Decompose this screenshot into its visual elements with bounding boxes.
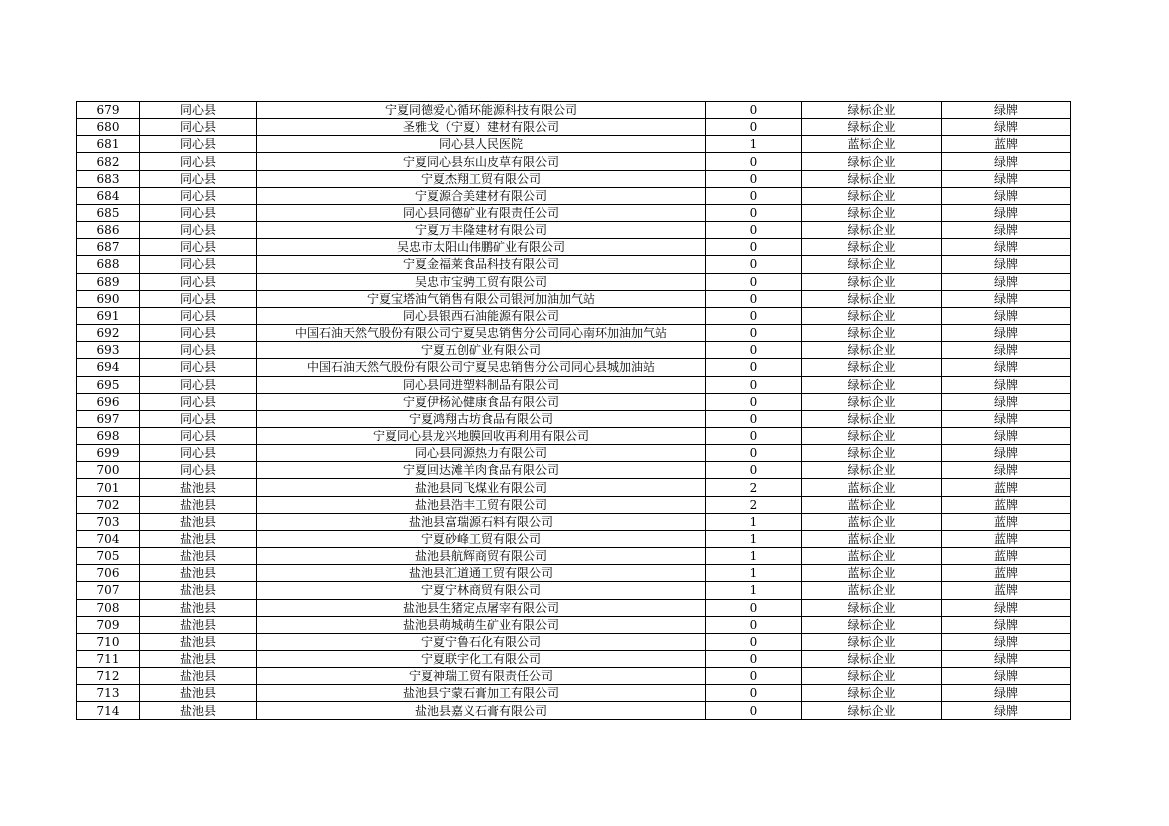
company-name-cell: 盐池县宁蒙石膏加工有限公司 [257,685,706,702]
row-number-cell: 702 [77,496,140,513]
county-cell: 同心县 [140,410,257,427]
plate-color-cell: 蓝牌 [942,548,1071,565]
county-cell: 同心县 [140,290,257,307]
plate-color-cell: 蓝牌 [942,136,1071,153]
count-cell: 0 [706,342,802,359]
plate-color-cell: 绿牌 [942,651,1071,668]
row-number-cell: 689 [77,273,140,290]
row-number-cell: 688 [77,256,140,273]
row-number-cell: 711 [77,651,140,668]
company-name-cell: 宁夏回达滩羊肉食品有限公司 [257,462,706,479]
count-cell: 1 [706,565,802,582]
rating-category-cell: 绿标企业 [802,410,942,427]
plate-color-cell: 绿牌 [942,685,1071,702]
rating-category-cell: 蓝标企业 [802,530,942,547]
company-name-cell: 宁夏同心县龙兴地膜回收再利用有限公司 [257,427,706,444]
plate-color-cell: 绿牌 [942,325,1071,342]
plate-color-cell: 绿牌 [942,702,1071,719]
count-cell: 0 [706,119,802,136]
county-cell: 同心县 [140,462,257,479]
table-row [77,479,1071,496]
rating-category-cell: 绿标企业 [802,342,942,359]
count-cell: 0 [706,307,802,324]
row-number-cell: 683 [77,170,140,187]
county-cell: 盐池县 [140,616,257,633]
table-row [77,342,1071,359]
table-row [77,633,1071,650]
company-name-cell: 宁夏鸿翔古坊食品有限公司 [257,410,706,427]
row-number-cell: 679 [77,102,140,119]
rating-category-cell: 绿标企业 [802,102,942,119]
table-row [77,307,1071,324]
row-number-cell: 701 [77,479,140,496]
county-cell: 同心县 [140,170,257,187]
county-cell: 盐池县 [140,513,257,530]
row-number-cell: 714 [77,702,140,719]
count-cell: 0 [706,102,802,119]
rating-category-cell: 绿标企业 [802,445,942,462]
table-row [77,513,1071,530]
table-row [77,119,1071,136]
row-number-cell: 690 [77,290,140,307]
count-cell: 0 [706,393,802,410]
table-row [77,187,1071,204]
table-row [77,273,1071,290]
rating-category-cell: 绿标企业 [802,616,942,633]
table-row [77,170,1071,187]
county-cell: 同心县 [140,222,257,239]
county-cell: 盐池县 [140,633,257,650]
rating-category-cell: 绿标企业 [802,170,942,187]
count-cell: 0 [706,273,802,290]
rating-category-cell: 绿标企业 [802,393,942,410]
table-row [77,616,1071,633]
plate-color-cell: 蓝牌 [942,513,1071,530]
row-number-cell: 687 [77,239,140,256]
count-cell: 0 [706,445,802,462]
row-number-cell: 709 [77,616,140,633]
rating-category-cell: 蓝标企业 [802,496,942,513]
county-cell: 同心县 [140,307,257,324]
rating-category-cell: 绿标企业 [802,273,942,290]
table-row [77,239,1071,256]
plate-color-cell: 蓝牌 [942,496,1071,513]
county-cell: 同心县 [140,273,257,290]
company-name-cell: 同心县同进塑料制品有限公司 [257,376,706,393]
table-row [77,136,1071,153]
rating-category-cell: 蓝标企业 [802,548,942,565]
county-cell: 同心县 [140,359,257,376]
row-number-cell: 692 [77,325,140,342]
count-cell: 0 [706,170,802,187]
county-cell: 盐池县 [140,582,257,599]
count-cell: 0 [706,462,802,479]
plate-color-cell: 绿牌 [942,239,1071,256]
table-row [77,359,1071,376]
county-cell: 同心县 [140,325,257,342]
count-cell: 0 [706,599,802,616]
company-name-cell: 盐池县汇道通工贸有限公司 [257,565,706,582]
company-name-cell: 宁夏砂峰工贸有限公司 [257,530,706,547]
table-row [77,530,1071,547]
enterprise-rating-table [76,101,1071,720]
count-cell: 0 [706,187,802,204]
table-row [77,445,1071,462]
table-row [77,462,1071,479]
county-cell: 盐池县 [140,565,257,582]
table-row [77,325,1071,342]
table-row [77,582,1071,599]
table-row [77,410,1071,427]
county-cell: 盐池县 [140,599,257,616]
county-cell: 同心县 [140,119,257,136]
plate-color-cell: 绿牌 [942,307,1071,324]
plate-color-cell: 绿牌 [942,153,1071,170]
company-name-cell: 宁夏杰翔工贸有限公司 [257,170,706,187]
county-cell: 盐池县 [140,668,257,685]
plate-color-cell: 绿牌 [942,462,1071,479]
company-name-cell: 盐池县嘉义石膏有限公司 [257,702,706,719]
count-cell: 1 [706,582,802,599]
rating-category-cell: 绿标企业 [802,153,942,170]
county-cell: 同心县 [140,445,257,462]
company-name-cell: 吴忠市宝骋工贸有限公司 [257,273,706,290]
rating-category-cell: 蓝标企业 [802,479,942,496]
company-name-cell: 宁夏金福莱食品科技有限公司 [257,256,706,273]
company-name-cell: 同心县同源热力有限公司 [257,445,706,462]
count-cell: 0 [706,325,802,342]
count-cell: 1 [706,530,802,547]
county-cell: 盐池县 [140,496,257,513]
count-cell: 0 [706,204,802,221]
row-number-cell: 682 [77,153,140,170]
plate-color-cell: 绿牌 [942,102,1071,119]
count-cell: 0 [706,376,802,393]
county-cell: 同心县 [140,376,257,393]
plate-color-cell: 绿牌 [942,342,1071,359]
count-cell: 0 [706,239,802,256]
rating-category-cell: 蓝标企业 [802,565,942,582]
plate-color-cell: 绿牌 [942,668,1071,685]
company-name-cell: 同心县银西石油能源有限公司 [257,307,706,324]
row-number-cell: 685 [77,204,140,221]
table-row [77,376,1071,393]
count-cell: 1 [706,513,802,530]
county-cell: 盐池县 [140,651,257,668]
plate-color-cell: 绿牌 [942,633,1071,650]
table-row [77,393,1071,410]
county-cell: 同心县 [140,427,257,444]
table-row [77,599,1071,616]
rating-category-cell: 绿标企业 [802,633,942,650]
county-cell: 同心县 [140,153,257,170]
row-number-cell: 686 [77,222,140,239]
rating-category-cell: 绿标企业 [802,290,942,307]
rating-category-cell: 绿标企业 [802,119,942,136]
county-cell: 同心县 [140,239,257,256]
company-name-cell: 宁夏宝塔油气销售有限公司银河加油加气站 [257,290,706,307]
row-number-cell: 699 [77,445,140,462]
rating-category-cell: 绿标企业 [802,599,942,616]
count-cell: 0 [706,256,802,273]
row-number-cell: 680 [77,119,140,136]
table-body [77,102,1071,720]
company-name-cell: 宁夏宁林商贸有限公司 [257,582,706,599]
row-number-cell: 700 [77,462,140,479]
count-cell: 0 [706,222,802,239]
rating-category-cell: 绿标企业 [802,307,942,324]
table-row [77,548,1071,565]
company-name-cell: 盐池县航辉商贸有限公司 [257,548,706,565]
count-cell: 1 [706,548,802,565]
company-name-cell: 宁夏宁鲁石化有限公司 [257,633,706,650]
plate-color-cell: 绿牌 [942,290,1071,307]
plate-color-cell: 绿牌 [942,359,1071,376]
row-number-cell: 713 [77,685,140,702]
row-number-cell: 710 [77,633,140,650]
table-row [77,102,1071,119]
count-cell: 0 [706,427,802,444]
company-name-cell: 宁夏神瑞工贸有限责任公司 [257,668,706,685]
plate-color-cell: 绿牌 [942,170,1071,187]
row-number-cell: 712 [77,668,140,685]
row-number-cell: 696 [77,393,140,410]
row-number-cell: 694 [77,359,140,376]
table-row [77,222,1071,239]
rating-category-cell: 绿标企业 [802,668,942,685]
plate-color-cell: 绿牌 [942,376,1071,393]
count-cell: 0 [706,290,802,307]
plate-color-cell: 绿牌 [942,119,1071,136]
table-row [77,256,1071,273]
company-name-cell: 盐池县萌城萌生矿业有限公司 [257,616,706,633]
table-row [77,668,1071,685]
count-cell: 0 [706,668,802,685]
company-name-cell: 盐池县浩丰工贸有限公司 [257,496,706,513]
count-cell: 2 [706,479,802,496]
company-name-cell: 盐池县富瑞源石料有限公司 [257,513,706,530]
table-row [77,685,1071,702]
count-cell: 1 [706,136,802,153]
rating-category-cell: 绿标企业 [802,359,942,376]
company-name-cell: 盐池县生猪定点屠宰有限公司 [257,599,706,616]
rating-category-cell: 绿标企业 [802,239,942,256]
row-number-cell: 697 [77,410,140,427]
table-row [77,290,1071,307]
row-number-cell: 705 [77,548,140,565]
company-name-cell: 宁夏同心县东山皮草有限公司 [257,153,706,170]
plate-color-cell: 绿牌 [942,393,1071,410]
rating-category-cell: 绿标企业 [802,187,942,204]
row-number-cell: 707 [77,582,140,599]
rating-category-cell: 绿标企业 [802,427,942,444]
row-number-cell: 706 [77,565,140,582]
county-cell: 盐池县 [140,685,257,702]
row-number-cell: 704 [77,530,140,547]
county-cell: 盐池县 [140,530,257,547]
county-cell: 盐池县 [140,548,257,565]
table-row [77,427,1071,444]
count-cell: 2 [706,496,802,513]
count-cell: 0 [706,359,802,376]
county-cell: 同心县 [140,187,257,204]
row-number-cell: 698 [77,427,140,444]
rating-category-cell: 蓝标企业 [802,582,942,599]
county-cell: 同心县 [140,204,257,221]
county-cell: 盐池县 [140,479,257,496]
plate-color-cell: 绿牌 [942,410,1071,427]
table-row [77,702,1071,719]
plate-color-cell: 绿牌 [942,256,1071,273]
company-name-cell: 圣雅戈（宁夏）建材有限公司 [257,119,706,136]
plate-color-cell: 蓝牌 [942,565,1071,582]
plate-color-cell: 绿牌 [942,187,1071,204]
rating-category-cell: 蓝标企业 [802,136,942,153]
plate-color-cell: 绿牌 [942,273,1071,290]
table-row [77,204,1071,221]
row-number-cell: 708 [77,599,140,616]
plate-color-cell: 绿牌 [942,599,1071,616]
county-cell: 同心县 [140,256,257,273]
rating-category-cell: 蓝标企业 [802,513,942,530]
rating-category-cell: 绿标企业 [802,204,942,221]
company-name-cell: 宁夏伊杨沁健康食品有限公司 [257,393,706,410]
plate-color-cell: 蓝牌 [942,530,1071,547]
table-row [77,651,1071,668]
row-number-cell: 703 [77,513,140,530]
company-name-cell: 吴忠市太阳山伟鹏矿业有限公司 [257,239,706,256]
county-cell: 同心县 [140,102,257,119]
row-number-cell: 681 [77,136,140,153]
company-name-cell: 中国石油天然气股份有限公司宁夏吴忠销售分公司同心县城加油站 [257,359,706,376]
row-number-cell: 693 [77,342,140,359]
plate-color-cell: 蓝牌 [942,479,1071,496]
rating-category-cell: 绿标企业 [802,702,942,719]
count-cell: 0 [706,410,802,427]
company-name-cell: 宁夏五创矿业有限公司 [257,342,706,359]
count-cell: 0 [706,153,802,170]
plate-color-cell: 绿牌 [942,445,1071,462]
county-cell: 同心县 [140,342,257,359]
rating-category-cell: 绿标企业 [802,325,942,342]
rating-category-cell: 绿标企业 [802,651,942,668]
rating-category-cell: 绿标企业 [802,376,942,393]
company-name-cell: 同心县人民医院 [257,136,706,153]
company-name-cell: 盐池县同飞煤业有限公司 [257,479,706,496]
row-number-cell: 684 [77,187,140,204]
count-cell: 0 [706,651,802,668]
row-number-cell: 691 [77,307,140,324]
table-row [77,496,1071,513]
company-name-cell: 宁夏源合美建材有限公司 [257,187,706,204]
row-number-cell: 695 [77,376,140,393]
count-cell: 0 [706,616,802,633]
count-cell: 0 [706,633,802,650]
company-name-cell: 中国石油天然气股份有限公司宁夏吴忠销售分公司同心南环加油加气站 [257,325,706,342]
company-name-cell: 同心县同德矿业有限责任公司 [257,204,706,221]
count-cell: 0 [706,685,802,702]
plate-color-cell: 绿牌 [942,616,1071,633]
company-name-cell: 宁夏同德爱心循环能源科技有限公司 [257,102,706,119]
rating-category-cell: 绿标企业 [802,222,942,239]
rating-category-cell: 绿标企业 [802,462,942,479]
plate-color-cell: 绿牌 [942,427,1071,444]
company-name-cell: 宁夏联宇化工有限公司 [257,651,706,668]
county-cell: 同心县 [140,393,257,410]
table-row [77,565,1071,582]
count-cell: 0 [706,702,802,719]
company-name-cell: 宁夏万丰隆建材有限公司 [257,222,706,239]
county-cell: 盐池县 [140,702,257,719]
county-cell: 同心县 [140,136,257,153]
rating-category-cell: 绿标企业 [802,256,942,273]
plate-color-cell: 绿牌 [942,222,1071,239]
table-row [77,153,1071,170]
plate-color-cell: 绿牌 [942,204,1071,221]
rating-category-cell: 绿标企业 [802,685,942,702]
plate-color-cell: 蓝牌 [942,582,1071,599]
